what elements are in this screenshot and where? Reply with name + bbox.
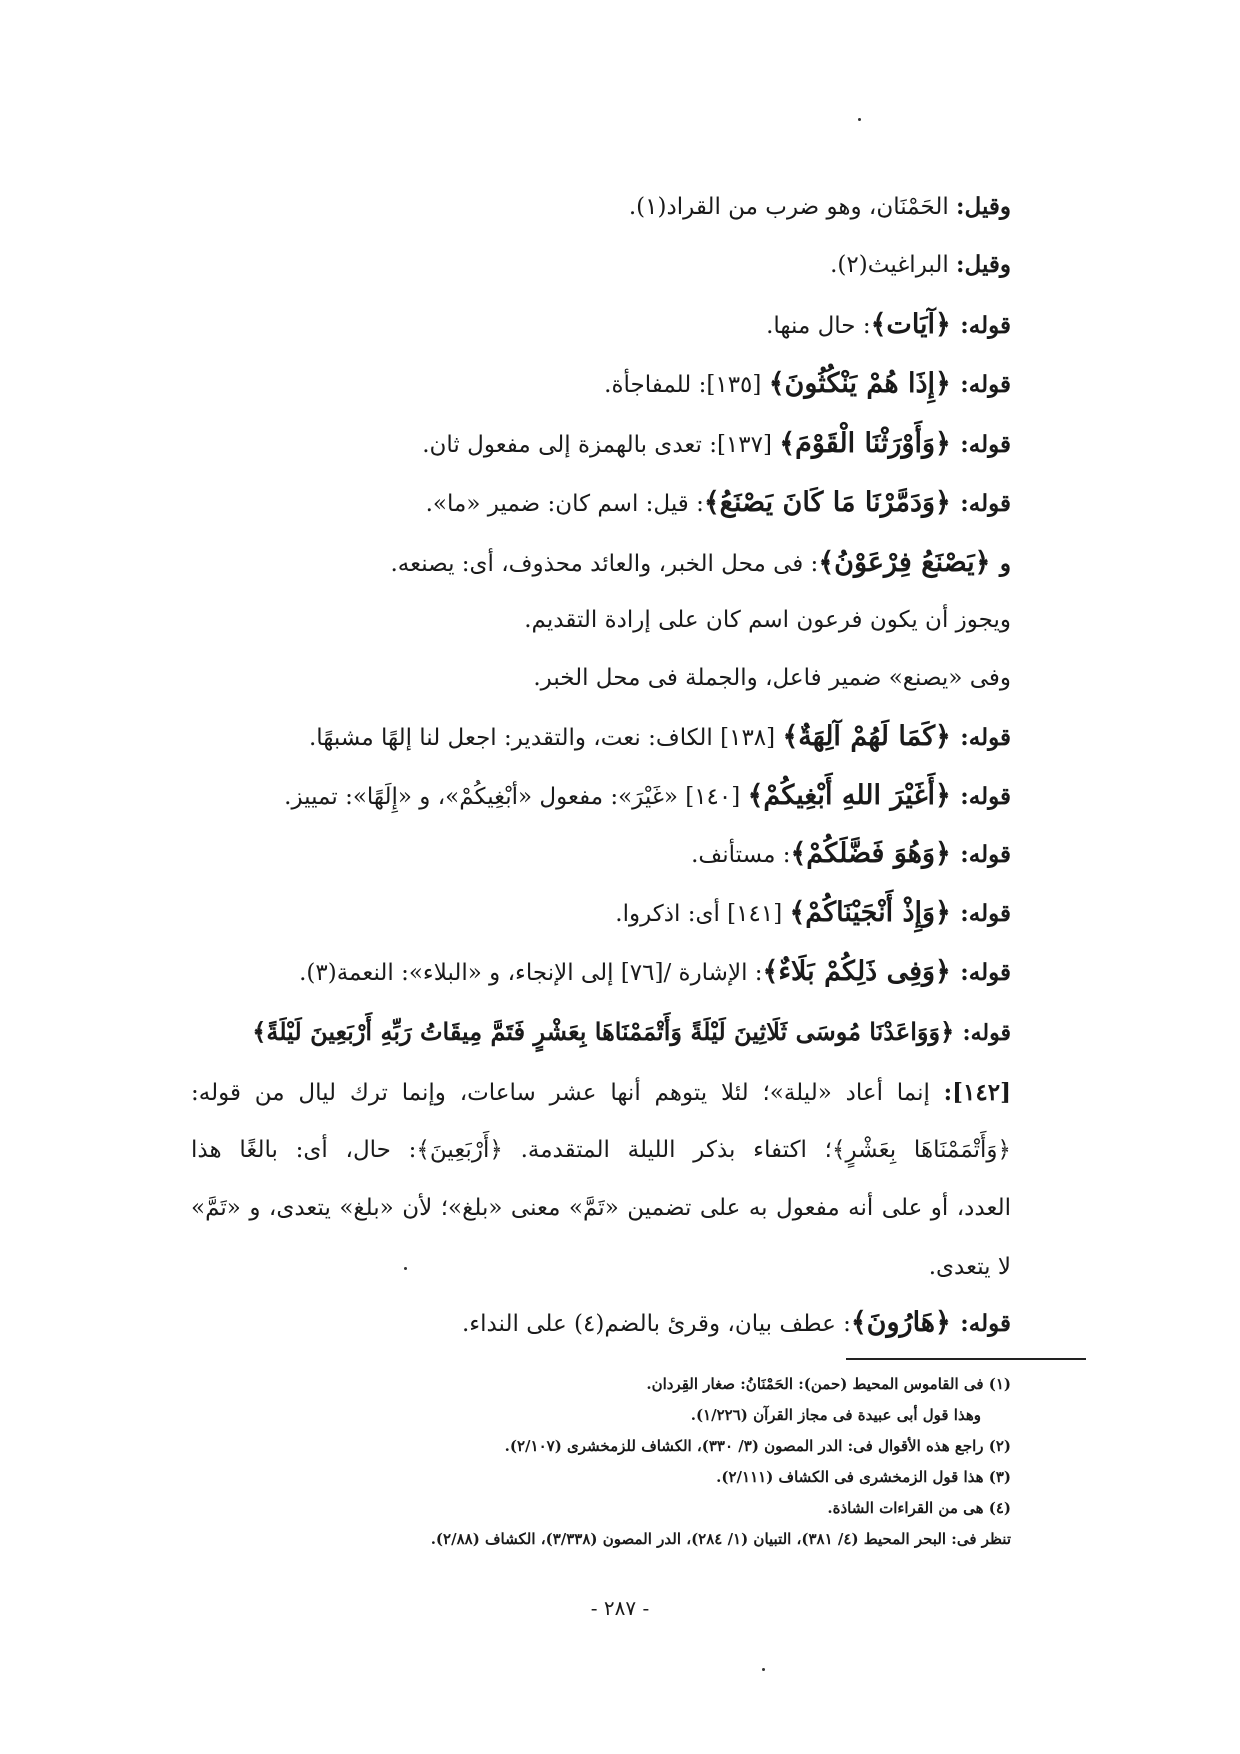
line-lead: قوله: <box>960 724 1011 751</box>
line-lead: [١٤٢]: <box>943 1079 1011 1106</box>
quran-quote: ﴿وَهُوَ فَضَّلَكُمْ﴾ <box>790 838 961 869</box>
line-text: : الإشارة /[٧٦] إلى الإنجاء، و «البلاء»: النعمة(٣). <box>299 960 763 986</box>
line-lead: قوله: <box>960 900 1011 927</box>
text-line-8 <box>524 600 1011 640</box>
line-text: [١٤١] أى: اذكروا. <box>615 901 790 927</box>
text-line-7 <box>390 543 1011 584</box>
text-line-11 <box>284 776 1011 817</box>
text-line-18 <box>191 1188 1011 1228</box>
line-text: إنما أعاد «ليلة»؛ لئلا يتوهم أنها عشر ساعات، وإنما ترك ليال من قوله: <box>191 1080 944 1106</box>
line-lead: وقيل: <box>956 251 1011 278</box>
line-text: لا يتعدى. <box>928 1254 1011 1280</box>
text-line-19 <box>929 1247 1011 1287</box>
line-text: ﴿وَأَتْمَمْنَاهَا بِعَشْرٍ﴾؛ اكتفاء بذكر الليلة المتقدمة. ﴿أَرْبَعِينَ﴾: حال، أى: بالغًا هذا <box>191 1137 1011 1163</box>
text-line-10 <box>309 717 1011 758</box>
line-text: البراغيث(٢). <box>830 252 957 278</box>
line-lead: قوله: <box>960 841 1011 868</box>
text-line-15 <box>191 1012 1011 1054</box>
footnote-1: (١) فى القاموس المحيط (حمن): الحَمْنَانُ: صغار القِردان. <box>646 1375 1011 1393</box>
quran-quote: ﴿آيَات﴾ <box>870 309 961 340</box>
line-text: [١٣٨] الكاف: نعت، والتقدير: اجعل لنا إلهًا مشبهًا. <box>308 725 783 751</box>
text-line-20 <box>462 1303 1011 1344</box>
line-text: العدد، أو على أنه مفعول به على تضمين «تَمَّ» معنى «بلغ»؛ لأن «بلغ» يتعدى، و «تَمَّ» <box>191 1195 1011 1221</box>
line-text: : عطف بيان، وقرئ بالضم(٤) على النداء. <box>461 1311 851 1337</box>
line-lead: قوله: <box>960 371 1011 398</box>
quran-quote: ﴿وَدَمَّرْنَا مَا كَانَ يَصْنَعُ﴾ <box>703 487 961 518</box>
line-text: : قيل: اسم كان: ضمير «ما». <box>425 491 704 517</box>
text-line-4 <box>604 364 1011 405</box>
line-lead: قوله: <box>960 959 1011 986</box>
footnote-3: (٣) هذا قول الزمخشرى فى الكشاف (٢/١١١). <box>716 1468 1011 1486</box>
text-line-14 <box>299 952 1011 993</box>
text-line-3 <box>766 305 1011 346</box>
line-lead: قوله: <box>962 1020 1011 1046</box>
line-text: [١٤٠] «غَيْرَ»: مفعول «أبْغِيكُمْ»، و «إِلَهًا»: تمييز. <box>284 784 748 810</box>
line-text: وفى «يصنع» ضمير فاعل، والجملة فى محل الخبر. <box>533 665 1011 691</box>
text-line-17 <box>191 1130 1011 1170</box>
line-lead: قوله: <box>960 312 1011 339</box>
quran-quote: ﴿وَوَاعَدْنَا مُوسَى ثَلَاثِينَ لَيْلَةً وَأَتْمَمْنَاهَا بِعَشْرٍ فَتَمَّ مِيقَاتُ رَبِّهِ أَرْبَعِينَ لَيْلَةً﴾ <box>252 1017 963 1046</box>
quran-quote: ﴿وَفِى ذَلِكُمْ بَلَاءٌ﴾ <box>762 956 961 987</box>
footnote-2: (٢) راجع هذه الأقوال فى: الدر المصون (٣/ ٣٣٠)، الكشاف للزمخشرى (٢/١٠٧). <box>504 1437 1011 1455</box>
text-line-6 <box>426 483 1011 524</box>
text-line-9 <box>533 658 1011 698</box>
footnote-1-cont: وهذا قول أبى عبيدة فى مجاز القرآن (١/٢٢٦). <box>690 1406 981 1424</box>
quran-quote: ﴿كَمَا لَهُمْ آلِهَةٌ﴾ <box>782 721 961 752</box>
quran-quote: ﴿إِذَا هُمْ يَنْكُثُونَ﴾ <box>768 368 961 399</box>
line-text: الحَمْنَان، وهو ضرب من القراد(١). <box>628 194 957 220</box>
text-line-13 <box>615 893 1011 934</box>
quran-quote: ﴿يَصْنَعُ فِرْعَوْنُ﴾ <box>818 547 1000 578</box>
quran-quote: ﴿هَارُونَ﴾ <box>850 1307 961 1338</box>
line-text: : مستأنف. <box>691 842 791 868</box>
text-line-16 <box>191 1073 1011 1113</box>
footnote-4-cont: تنظر فى: البحر المحيط (٤/ ٣٨١)، التبيان (١/ ٢٨٤)، الدر المصون (٣/٣٣٨)، الكشاف (٢/٨٨). <box>430 1530 1011 1548</box>
line-text: [١٣٥]: للمفاجأة. <box>604 372 769 398</box>
text-line-12 <box>691 834 1011 875</box>
line-lead: قوله: <box>960 431 1011 458</box>
quran-quote: ﴿وَأَوْرَثْنَا الْقَوْمَ﴾ <box>779 428 961 459</box>
text-line-2 <box>830 245 1011 285</box>
line-text: : حال منها. <box>766 313 871 339</box>
footnote-separator <box>846 1358 1086 1360</box>
line-lead: قوله: <box>960 490 1011 517</box>
line-text: ويجوز أن يكون فرعون اسم كان على إرادة التقديم. <box>524 607 1011 633</box>
scan-speck <box>762 1668 765 1671</box>
text-line-5 <box>422 424 1011 465</box>
line-lead: قوله: <box>960 783 1011 810</box>
page-number: - ٢٨٧ - <box>590 1596 650 1620</box>
line-text: [١٣٧]: تعدى بالهمزة إلى مفعول ثان. <box>422 432 780 458</box>
scan-speck <box>858 118 861 121</box>
line-lead: قوله: <box>960 1310 1011 1337</box>
line-lead: وقيل: <box>956 193 1011 220</box>
footnote-4: (٤) هى من القراءات الشاذة. <box>827 1499 1011 1517</box>
line-text: : فى محل الخبر، والعائد محذوف، أى: يصنعه. <box>390 551 819 577</box>
text-line-1 <box>629 187 1011 227</box>
scan-speck <box>404 1267 407 1270</box>
line-lead: و <box>999 550 1011 577</box>
quran-quote: ﴿وَإِذْ أَنْجَيْنَاكُمْ﴾ <box>789 897 961 928</box>
quran-quote: ﴿أَغَيْرَ اللهِ أَبْغِيكُمْ﴾ <box>747 780 961 811</box>
